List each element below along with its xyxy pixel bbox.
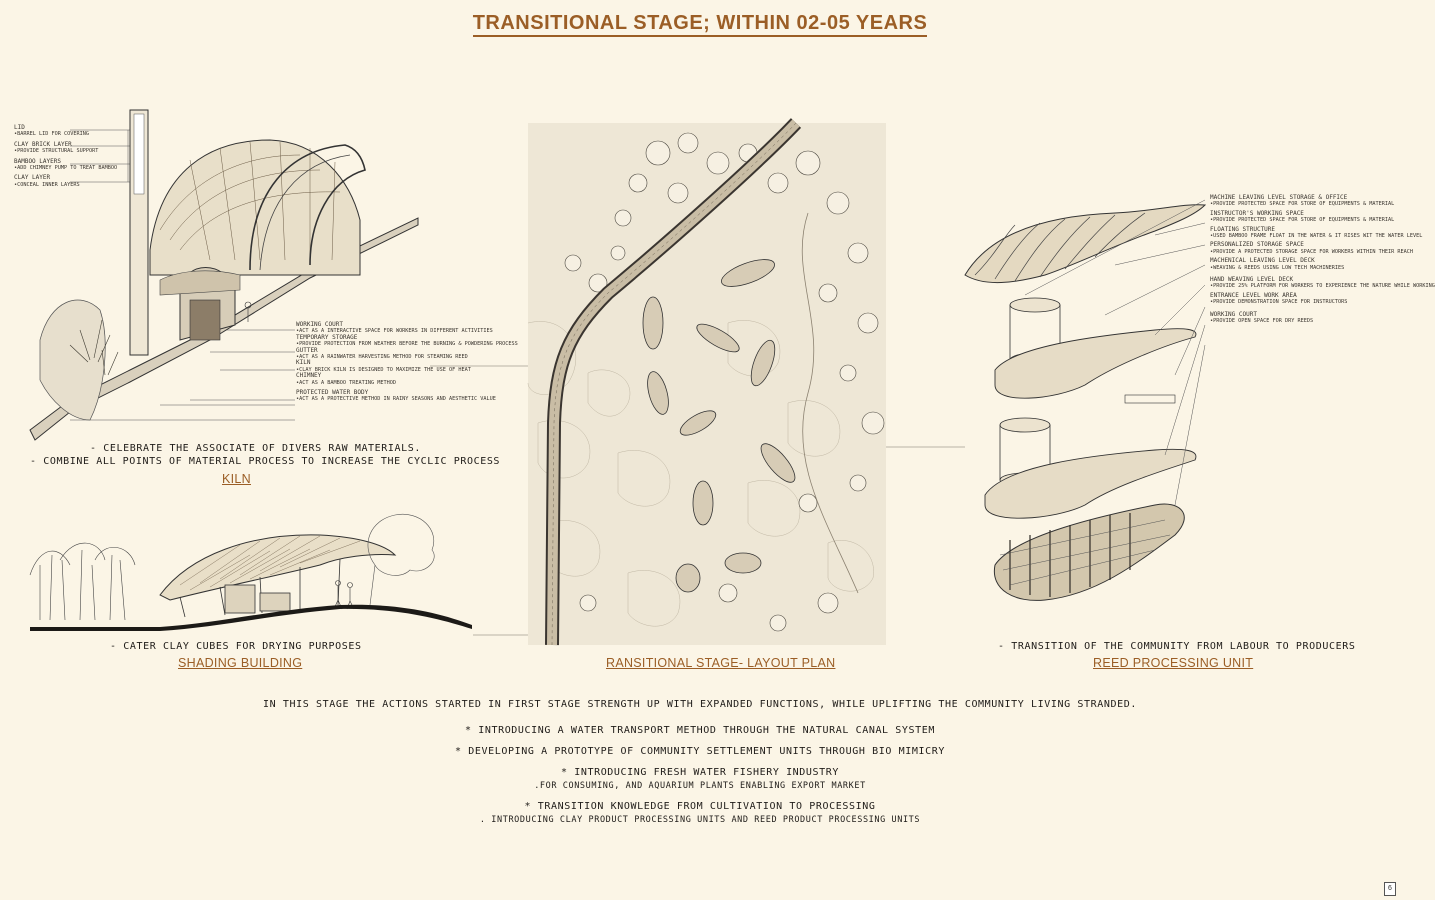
annotation-entrance-level: ENTRANCE LEVEL WORK AREA •PROVIDE DEMONSTRATION SPACE FOR INSTRUCTORS bbox=[1210, 291, 1348, 306]
annotation-working-court-reed: WORKING COURT •PROVIDE OPEN SPACE FOR DRY REEDS bbox=[1210, 310, 1314, 325]
summary-point-3-sub: .FOR CONSUMING, AND AQUARIUM PLANTS ENABLING EXPORT MARKET bbox=[534, 781, 866, 791]
annotation-instructors-working-space: INSTRUCTOR'S WORKING SPACE •PROVIDE PROTECTED SPACE FOR STORE OF EQUIPMENTS & MATERIAL bbox=[1210, 209, 1395, 224]
annotation-floating-structure: FLOATING STRUCTURE •USED BAMBOO FRAME FLOAT IN THE WATER & IT RISES WIT THE WATER LEVEL bbox=[1210, 225, 1423, 240]
summary-point-4: * TRANSITION KNOWLEDGE FROM CULTIVATION TO PROCESSING bbox=[524, 801, 876, 812]
layout-plan-label: RANSITIONAL STAGE- LAYOUT PLAN bbox=[606, 656, 836, 670]
reed-annotations bbox=[1210, 195, 1435, 325]
reed-caption: - TRANSITION OF THE COMMUNITY FROM LABOUR TO PRODUCERS bbox=[998, 641, 1356, 652]
annotation-temporary-storage: TEMPORARY STORAGE •PROVIDE PROTECTION FROM WEATHER BEFORE THE BURNING & POWDERING PROCESS bbox=[296, 333, 518, 348]
annotation-chimney: CHIMNEY •ACT AS A BAMBOO TREATING METHOD bbox=[296, 372, 396, 386]
annotation-gutter: GUTTER •ACT AS A RAINWATER HARVESTING METHOD FOR STEAMING REED bbox=[296, 346, 468, 361]
kiln-label: KILN bbox=[222, 472, 251, 486]
page-title: TRANSITIONAL STAGE; WITHIN 02-05 YEARS bbox=[0, 12, 1400, 35]
annotation-clay-layer: CLAY LAYER •CONCEAL INNER LAYERS bbox=[14, 174, 80, 188]
kiln-caption-1: - CELEBRATE THE ASSOCIATE OF DIVERS RAW MATERIALS. bbox=[90, 443, 422, 454]
kiln-caption-2: - COMBINE ALL POINTS OF MATERIAL PROCESS TO INCREASE THE CYCLIC PROCESS bbox=[30, 456, 501, 467]
summary-point-3: * INTRODUCING FRESH WATER FISHERY INDUSTRY bbox=[560, 767, 840, 778]
reed-label: REED PROCESSING UNIT bbox=[1093, 656, 1254, 670]
annotation-machine-leaving-level: MACHINE LEAVING LEVEL STORAGE & OFFICE •PROVIDE PROTECTED SPACE FOR STORE OF EQUIPMENTS & MATERIAL bbox=[1210, 194, 1395, 208]
annotation-protected-water-body: PROTECTED WATER BODY •ACT AS A PROTECTIVE METHOD IN RAINY SEASONS AND AESTHETIC VALUE bbox=[296, 389, 496, 403]
summary-point-1: * INTRODUCING A WATER TRANSPORT METHOD THROUGH THE NATURAL CANAL SYSTEM bbox=[464, 725, 936, 736]
shading-label: SHADING BUILDING bbox=[178, 656, 303, 670]
annotation-personalized-storage: PERSONALIZED STORAGE SPACE •PROVIDE A PROTECTED STORAGE SPACE FOR WORKERS WITHIN THEIR REACH bbox=[1210, 241, 1414, 255]
summary-point-4-sub: . INTRODUCING CLAY PRODUCT PROCESSING UNITS AND REED PRODUCT PROCESSING UNITS bbox=[479, 815, 921, 825]
annotation-clay-brick-layer: CLAY BRICK LAYER •PROVIDE STRUCTURAL SUPPORT bbox=[14, 140, 99, 155]
annotation-lid: LID •BARREL LID FOR COVERING bbox=[14, 124, 89, 138]
summary-intro: IN THIS STAGE THE ACTIONS STARTED IN FIRST STAGE STRENGTH UP WITH EXPANDED FUNCTIONS, WHILE UPLIFTING THE COMMUNITY LIVING STRANDED. bbox=[263, 699, 1137, 710]
page-number: 6 bbox=[1384, 882, 1396, 896]
annotation-bamboo-layers: BAMBOO LAYERS •ADD CHIMNEY PUMP TO TREAT BAMBOO bbox=[14, 157, 118, 172]
reed-processing-unit-sketch bbox=[955, 195, 1215, 635]
shading-caption: - CATER CLAY CUBES FOR DRYING PURPOSES bbox=[110, 641, 362, 652]
annotation-kiln: KILN •CLAY BRICK KILN IS DESIGNED TO MAXIMIZE THE USE OF HEAT bbox=[296, 359, 471, 373]
annotation-hand-weaving-deck: HAND WEAVING LEVEL DECK •PROVIDE 25% PLATFORM FOR WORKERS TO EXPERIENCE THE NATURE WHILE WORKING bbox=[1210, 276, 1435, 290]
annotation-machenical-leaving-deck: MACHENICAL LEAVING LEVEL DECK •WEAVING & REEDS USING LOW TECH MACHINERIES bbox=[1210, 257, 1345, 271]
annotation-working-court: WORKING COURT •ACT AS A INTERACTIVE SPACE FOR WORKERS IN DIFFERENT ACTIVITIES bbox=[296, 321, 493, 335]
summary-point-2: * DEVELOPING A PROTOTYPE OF COMMUNITY SETTLEMENT UNITS THROUGH BIO MIMICRY bbox=[455, 746, 945, 757]
